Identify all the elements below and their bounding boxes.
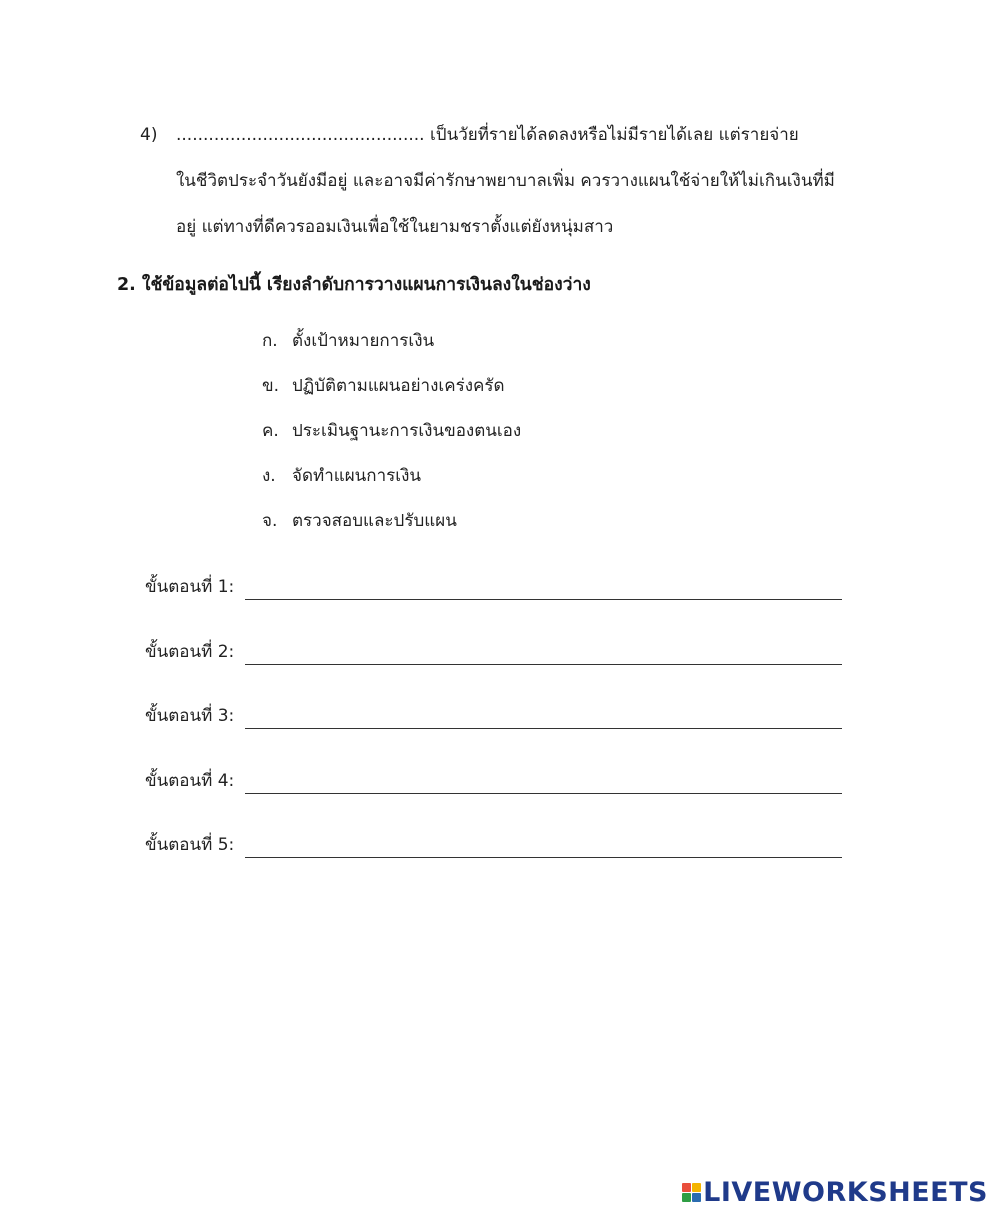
question-4-text-1: เป็นวัยที่รายได้ลดลงหรือไม่มีรายได้เลย แต่รายจ่าย	[424, 125, 799, 145]
option-item	[262, 457, 521, 502]
liveworksheets-logo	[682, 1177, 988, 1208]
option-item	[262, 502, 521, 547]
option-text: ตั้งเป้าหมายการเงิน	[292, 331, 435, 351]
option-letter: ก.	[262, 331, 278, 351]
option-text: ปฏิบัติตามแผนอย่างเคร่งครัด	[292, 376, 505, 396]
question-4-line-1	[140, 112, 900, 158]
step-3-answer-field[interactable]	[245, 703, 842, 729]
step-answer-list	[145, 574, 842, 897]
option-list	[262, 322, 521, 547]
option-letter: ข.	[262, 376, 280, 396]
step-label: ขั้นตอนที่ 5:	[145, 835, 235, 855]
question-4-number: 4)	[140, 125, 158, 145]
step-2-answer-field[interactable]	[245, 639, 842, 665]
step-label: ขั้นตอนที่ 2:	[145, 641, 235, 662]
step-label: ขั้นตอนที่ 1:	[145, 577, 235, 597]
logo-square	[692, 1193, 701, 1202]
step-1-answer-field[interactable]	[245, 574, 842, 600]
step-4-answer-field[interactable]	[245, 768, 842, 794]
question-4-block	[140, 112, 900, 250]
answer-blank-dots[interactable]: ..............................................	[176, 125, 425, 145]
question-4-line-3: อยู่ แต่ทางที่ดีควรออมเงินเพื่อใช้ในยามชราตั้งแต่ยังหนุ่มสาว	[176, 217, 614, 237]
step-row	[145, 639, 842, 704]
logo-square	[682, 1183, 691, 1192]
option-item	[262, 367, 521, 412]
step-5-answer-field[interactable]	[245, 832, 842, 858]
step-row	[145, 703, 842, 768]
option-text: ตรวจสอบและปรับแผน	[292, 511, 457, 531]
step-label: ขั้นตอนที่ 4:	[145, 770, 235, 791]
option-letter: จ.	[262, 511, 278, 531]
step-row	[145, 832, 842, 897]
option-item	[262, 412, 521, 457]
step-label: ขั้นตอนที่ 3:	[145, 706, 235, 726]
option-item	[262, 322, 521, 367]
logo-square	[682, 1193, 691, 1202]
logo-mark-icon	[682, 1183, 701, 1202]
option-letter: ค.	[262, 421, 279, 441]
option-text: ประเมินฐานะการเงินของตนเอง	[292, 421, 522, 441]
step-row	[145, 768, 842, 833]
step-row	[145, 574, 842, 639]
option-text: จัดทำแผนการเงิน	[292, 466, 421, 486]
logo-text: LIVEWORKSHEETS	[703, 1177, 988, 1208]
option-letter: ง.	[262, 466, 276, 486]
question-2-heading: 2. ใช้ข้อมูลต่อไปนี้ เรียงลำดับการวางแผนการเงินลงในช่องว่าง	[117, 275, 591, 295]
logo-square	[692, 1183, 701, 1192]
question-4-line-2: ในชีวิตประจำวันยังมีอยู่ และอาจมีค่ารักษาพยาบาลเพิ่ม ควรวางแผนใช้จ่ายให้ไม่เกินเงินที่มี	[176, 171, 835, 191]
